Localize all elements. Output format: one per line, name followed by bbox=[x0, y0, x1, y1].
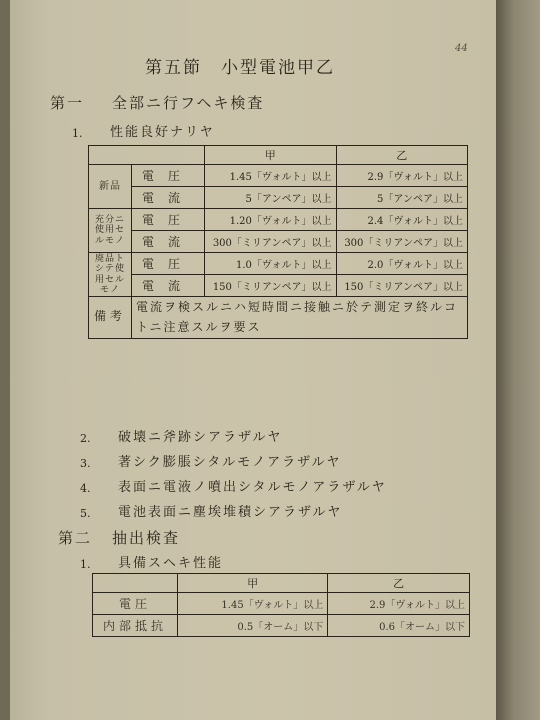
value-otsu: 5「アンペア」以上 bbox=[336, 187, 468, 209]
table-row bbox=[89, 275, 468, 297]
row-kind: 電圧 bbox=[132, 165, 205, 187]
group-label: 新品 bbox=[89, 165, 132, 209]
value-ko: 0.5「オーム」以下 bbox=[178, 615, 328, 637]
table-row bbox=[93, 593, 470, 615]
header-blank bbox=[89, 146, 205, 165]
row-kind: 電流 bbox=[132, 187, 205, 209]
row-kind: 電圧 bbox=[132, 253, 205, 275]
group-label: 廃品トシテ使用セルモノ bbox=[89, 253, 132, 297]
performance-table bbox=[88, 145, 468, 339]
note-text: 電流ヲ検スルニハ短時間ニ接触ニ於テ測定ヲ終ルコトニ注意スルヲ要ス bbox=[132, 297, 468, 339]
section-title: 第五節 小型電池甲乙 bbox=[145, 58, 335, 78]
row-kind: 電流 bbox=[132, 275, 205, 297]
row-kind: 電圧 bbox=[93, 593, 178, 615]
value-otsu: 300「ミリアンペア」以上 bbox=[336, 231, 468, 253]
part1-label: 第一 bbox=[50, 94, 85, 112]
sampling-table bbox=[92, 573, 470, 637]
item-text: 性能良好ナリヤ bbox=[110, 125, 215, 140]
table-header-row bbox=[93, 574, 470, 593]
value-ko: 1.0「ヴォルト」以上 bbox=[205, 253, 337, 275]
item-number: 4. bbox=[80, 482, 91, 495]
table-row bbox=[89, 231, 468, 253]
value-ko: 5「アンペア」以上 bbox=[205, 187, 337, 209]
value-ko: 1.20「ヴォルト」以上 bbox=[205, 209, 337, 231]
value-ko: 1.45「ヴォルト」以上 bbox=[205, 165, 337, 187]
item-number: 5. bbox=[80, 507, 91, 520]
item-text: 破壊ニ斧跡シアラザルヤ bbox=[118, 430, 283, 445]
header-otsu: 乙 bbox=[328, 574, 470, 593]
part2-label: 第二 bbox=[58, 529, 93, 547]
row-kind: 内部抵抗 bbox=[93, 615, 178, 637]
table-row bbox=[93, 615, 470, 637]
item-text: 具備スヘキ性能 bbox=[118, 556, 224, 571]
value-otsu: 0.6「オーム」以下 bbox=[328, 615, 470, 637]
value-otsu: 2.0「ヴォルト」以上 bbox=[336, 253, 468, 275]
item-number: 1. bbox=[72, 127, 83, 140]
value-otsu: 150「ミリアンペア」以上 bbox=[336, 275, 468, 297]
note-row bbox=[89, 297, 468, 339]
header-blank bbox=[93, 574, 178, 593]
item-number: 2. bbox=[80, 432, 91, 445]
value-otsu: 2.9「ヴォルト」以上 bbox=[336, 165, 468, 187]
item-text: 著シク膨脹シタルモノアラザルヤ bbox=[118, 455, 342, 470]
value-otsu: 2.4「ヴォルト」以上 bbox=[336, 209, 468, 231]
table-row bbox=[89, 165, 468, 187]
value-otsu: 2.9「ヴォルト」以上 bbox=[328, 593, 470, 615]
value-ko: 300「ミリアンペア」以上 bbox=[205, 231, 337, 253]
table-row bbox=[89, 209, 468, 231]
row-kind: 電流 bbox=[132, 231, 205, 253]
value-ko: 150「ミリアンペア」以上 bbox=[205, 275, 337, 297]
page-number: 44 bbox=[455, 43, 468, 54]
item-text: 表面ニ電液ノ噴出シタルモノアラザルヤ bbox=[118, 480, 387, 495]
header-otsu: 乙 bbox=[336, 146, 468, 165]
item-number: 3. bbox=[80, 457, 91, 470]
part2-title: 抽出検査 bbox=[112, 529, 181, 547]
table-row bbox=[89, 187, 468, 209]
item-text: 電池表面ニ塵埃堆積シアラザルヤ bbox=[118, 505, 343, 520]
row-kind: 電圧 bbox=[132, 209, 205, 231]
item-number: 1. bbox=[80, 558, 91, 571]
table-row bbox=[89, 253, 468, 275]
page-edge bbox=[496, 0, 540, 720]
note-label: 備考 bbox=[89, 297, 132, 339]
part1-title: 全部ニ行フヘキ検査 bbox=[112, 94, 265, 112]
value-ko: 1.45「ヴォルト」以上 bbox=[178, 593, 328, 615]
header-ko: 甲 bbox=[178, 574, 328, 593]
group-label: 充分ニ使用セルモノ bbox=[89, 209, 132, 253]
table-header-row bbox=[89, 146, 468, 165]
header-ko: 甲 bbox=[205, 146, 337, 165]
